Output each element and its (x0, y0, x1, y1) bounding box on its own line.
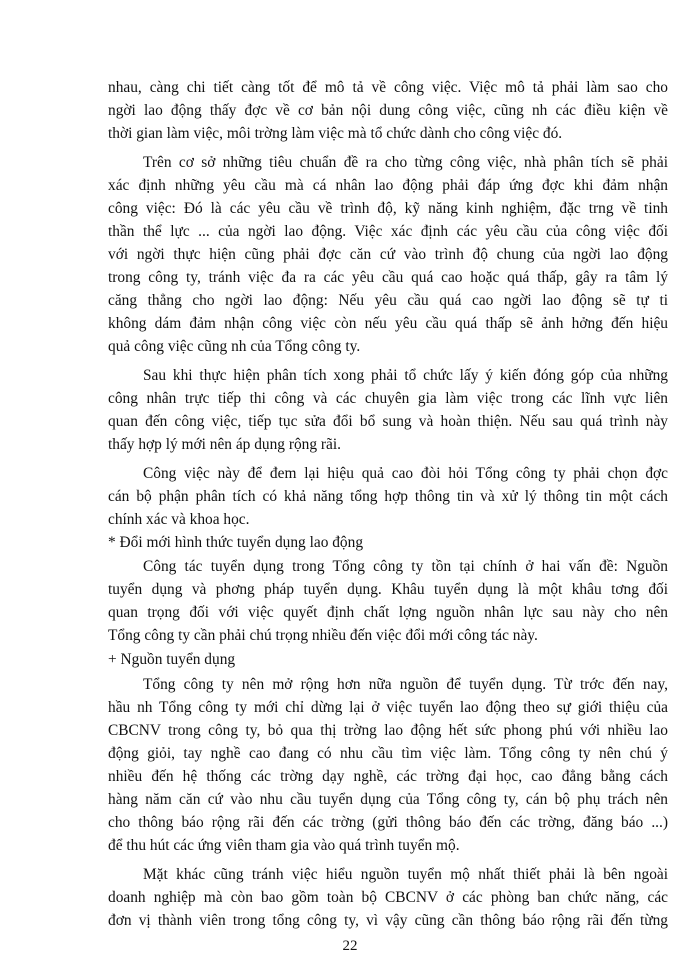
text-line: đơn vị thành viên trong tổng công ty, vì vậy cũng cần thông báo rộng rãi đến từng (108, 912, 668, 929)
text-line: cán bộ phận phân tích có khả năng tổng hợp thông tin và xử lý thông tin một cách (108, 488, 668, 505)
text-line: xác định những yêu cầu mà cá nhân lao động phải đáp ứng đợc khi đảm nhận (108, 177, 668, 194)
section-heading: * Đổi mới hình thức tuyển dụng lao động (108, 534, 364, 551)
text-line: Trên cơ sở những tiêu chuẩn đề ra cho từng công việc, nhà phân tích sẽ phải (143, 154, 668, 171)
text-line: thời gian làm việc, môi trờng làm việc mà tổ chức dành cho công việc đó. (108, 125, 563, 142)
text-line: Tổng công ty cần phải chú trọng nhiều đến việc đổi mới công tác này. (108, 627, 538, 644)
text-line: tuyển dụng và phơng pháp tuyển dụng. Khâu tuyển dụng là một khâu tơng đối (108, 581, 668, 598)
text-line: quan đến công việc, tiếp tục sửa đổi bổ sung và hoàn thiện. Nếu sau quá trình này (108, 413, 668, 430)
text-line: Tổng công ty nên mở rộng hơn nữa nguồn để tuyển dụng. Từ trớc đến nay, (143, 676, 668, 693)
text-line: Mặt khác cũng tránh việc hiểu nguồn tuyển mộ nhất thiết phải là bên ngoài (143, 866, 668, 883)
text-line: để thu hút các ứng viên tham gia vào quá trình tuyển mộ. (108, 837, 460, 854)
text-line: công việc: Đó là các yêu cầu về trình độ, kỹ năng kinh nghiệm, đặc trng về tinh (108, 200, 668, 217)
text-line: nhiều đến hệ thống các trờng dạy nghề, các trờng đại học, cao đẳng bằng cách (108, 768, 668, 785)
text-line: cho thông báo rộng rãi đến các trờng (gửi thông báo đến các trờng, đăng báo ...) (108, 814, 668, 831)
text-line: Sau khi thực hiện phân tích xong phải tổ chức lấy ý kiến đóng góp của những (143, 367, 668, 384)
text-line: thấy hợp lý mới nên áp dụng rộng rãi. (108, 436, 341, 453)
text-line: hàng năm căn cứ vào nhu cầu tuyển dụng của Tổng công ty, cán bộ phụ trách nên (108, 791, 668, 808)
text-line: căng thẳng cho ngời lao động: Nếu yêu cầu quá cao ngời lao động sẽ tự ti (108, 292, 668, 309)
text-line: với ngời thực hiện cũng phải đợc căn cứ vào trình độ chung của ngời lao động (108, 246, 668, 263)
text-line: Công tác tuyển dụng trong Tổng công ty tồn tại chính ở hai vấn đề: Nguồn (143, 558, 668, 575)
text-line: doanh nghiệp mà còn bao gồm toàn bộ CBCNV ở các phòng ban chức năng, các (108, 889, 668, 906)
text-line: chính xác và khoa học. (108, 511, 250, 528)
text-line: công nhân trực tiếp thi công và các chuyên gia làm việc trong các lĩnh vực liên (108, 390, 668, 407)
text-line: động giỏi, tay nghề cao đang có nhu cầu tìm việc làm. Tổng công ty nên chú ý (108, 745, 668, 762)
text-line: Công việc này để đem lại hiệu quả cao đòi hỏi Tổng công ty phải chọn đợc (143, 465, 668, 482)
text-line: CBCNV trong công ty, bỏ qua thị trờng lao động hết sức phong phú với nhiều lao (108, 722, 668, 739)
text-line: trong công ty, tránh việc đa ra các yêu cầu quá cao hoặc quá thấp, gây ra tâm lý (108, 269, 668, 286)
text-line: nhau, càng chi tiết càng tốt để mô tả về công việc. Việc mô tả phải làm sao cho (108, 79, 668, 96)
text-line: không dám đảm nhận công việc còn nếu yêu cầu quá thấp sẽ ảnh hởng đến hiệu (108, 315, 668, 332)
text-line: quả công việc cũng nh của Tổng công ty. (108, 338, 361, 355)
text-line: hầu nh Tổng công ty mới chỉ dừng lại ở việc tuyển lao động theo sự giới thiệu của (108, 699, 668, 716)
text-line: ngời lao động thấy đợc về cơ bản nội dung công việc, cũng nh các điều kiện về (108, 102, 668, 119)
page-number: 22 (342, 938, 358, 954)
subsection-heading: + Nguồn tuyển dụng (108, 651, 236, 668)
text-line: thần thể lực ... của ngời lao động. Việc xác định các yêu cầu của công việc đối (108, 223, 668, 240)
text-line: quan trọng đối với việc quyết định chất lợng nguồn nhân lực sau này cho nên (108, 604, 668, 621)
